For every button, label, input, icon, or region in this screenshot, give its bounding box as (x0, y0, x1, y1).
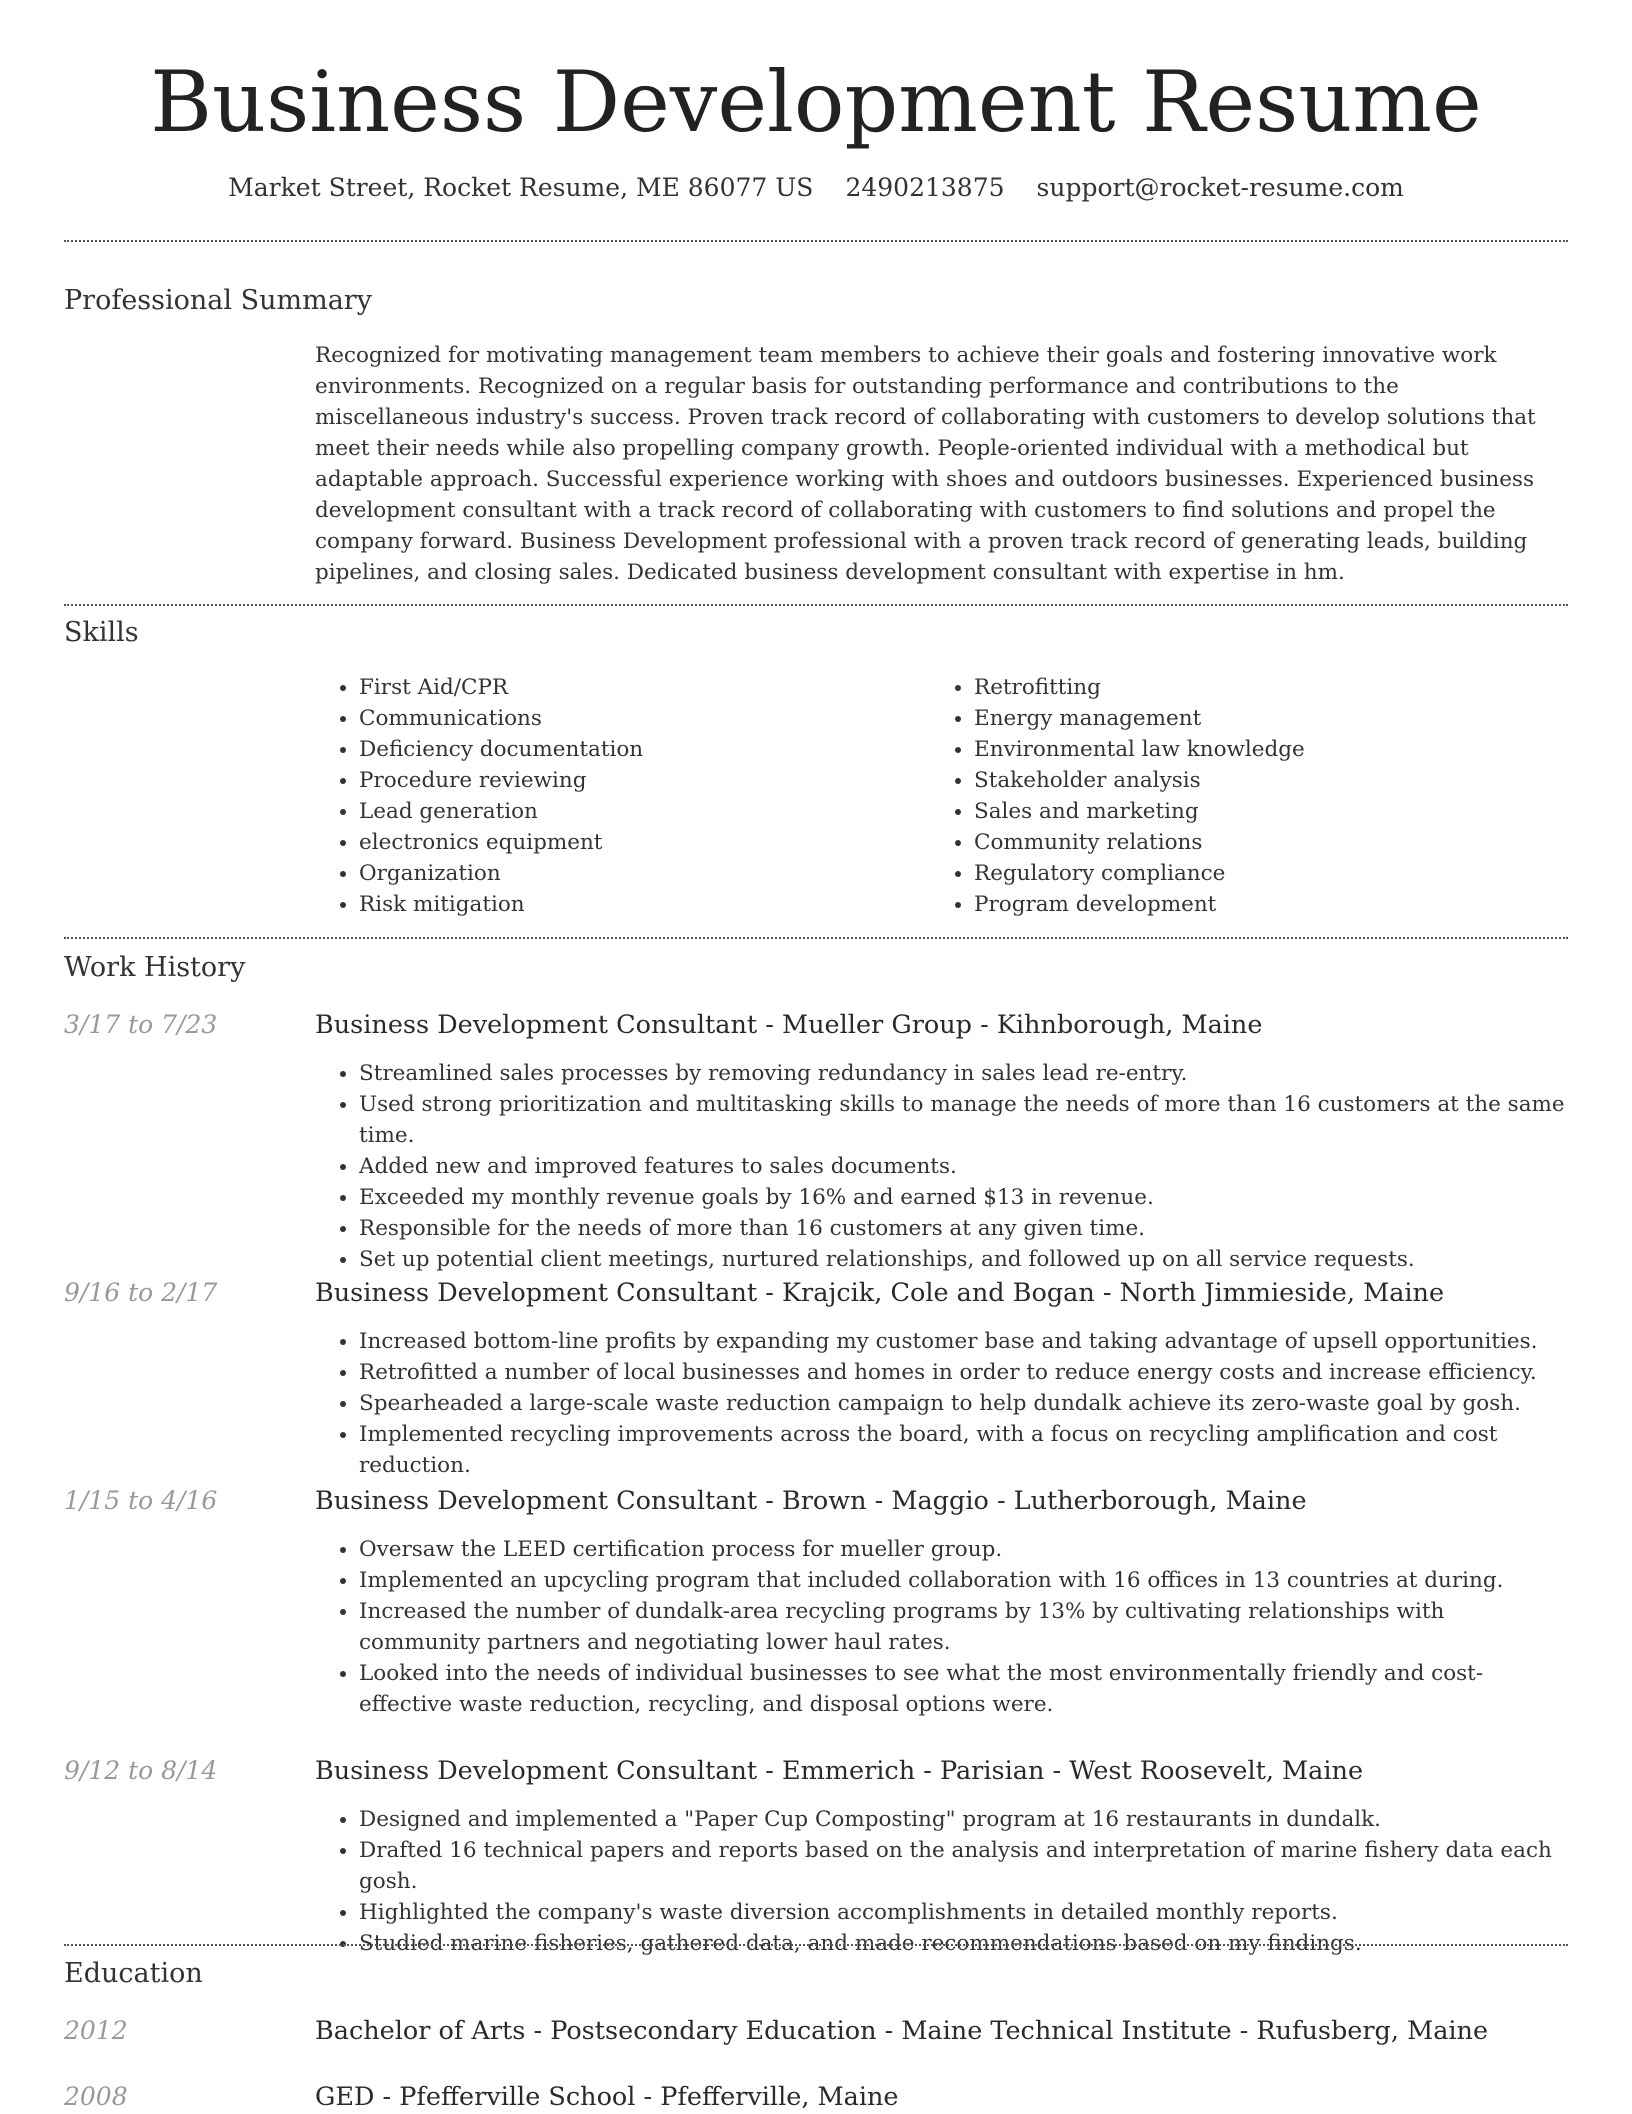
skill-item: • Regulatory compliance (974, 858, 1490, 889)
skills-heading: Skills (64, 617, 139, 648)
job-bullet: • Increased the number of dundalk-area recycling programs by 13% by cultivating relationships with community partners and negotiating lower haul rates. (359, 1596, 1565, 1658)
job-bullet: • Looked into the needs of individual businesses to see what the most environmentally friendly and cost-effective waste reduction, recycling, and disposal options were. (359, 1658, 1565, 1720)
skill-item: • Deficiency documentation (359, 734, 875, 765)
job-title: Business Development Consultant - Mueller Group - Kihnborough, Maine (315, 1010, 1263, 1040)
job-bullet: • Increased bottom-line profits by expanding my customer base and taking advantage of upsell opportunities. (359, 1326, 1565, 1357)
job-dates: 1/15 to 4/16 (64, 1486, 218, 1515)
skill-item: • Organization (359, 858, 875, 889)
skill-item: • Lead generation (359, 796, 875, 827)
contact-address: Market Street, Rocket Resume, ME 86077 US (228, 173, 814, 202)
job-bullet: • Highlighted the company's waste diversion accomplishments in detailed monthly reports. (359, 1897, 1565, 1928)
divider (64, 240, 1568, 242)
job-bullet: • Exceeded my monthly revenue goals by 16% and earned $13 in revenue. (359, 1182, 1565, 1213)
contact-line (0, 170, 1632, 206)
job-bullet: • Designed and implemented a "Paper Cup Composting" program at 16 restaurants in dundalk. (359, 1804, 1565, 1835)
job-bullet: • Studied marine fisheries, gathered data, and made recommendations based on my findings. (359, 1928, 1565, 1959)
job-bullet: • Drafted 16 technical papers and reports based on the analysis and interpretation of marine fishery data each gosh. (359, 1835, 1565, 1897)
job-bullets (315, 1058, 1565, 1275)
job-bullet: • Responsible for the needs of more than 16 customers at any given time. (359, 1213, 1565, 1244)
summary-text: Recognized for motivating management team members to achieve their goals and fostering innovative work environments. Recognized on a regular basis for outstanding performance and contributions to the miscellaneous industry's success. Proven track record of collaborating with customers to develop solutions that meet their needs while also propelling company growth. People-oriented individual with a methodical but adaptable approach. Successful experience working with shoes and outdoors businesses. Experienced business development consultant with a track record of collaborating with customers to find solutions and propel the company forward. Business Development professional with a proven track record of generating leads, building pipelines, and closing sales. Dedicated business development consultant with expertise in hm. (315, 343, 1536, 585)
job-title: Business Development Consultant - Krajcik, Cole and Bogan - North Jimmieside, Maine (315, 1278, 1445, 1308)
job-bullet: • Used strong prioritization and multitasking skills to manage the needs of more than 16 customers at the same time. (359, 1089, 1565, 1151)
job-dates: 9/16 to 2/17 (64, 1278, 218, 1307)
job-bullets (315, 1804, 1565, 1959)
skill-item: • Communications (359, 703, 875, 734)
skill-item: • Environmental law knowledge (974, 734, 1490, 765)
skill-item: • Stakeholder analysis (974, 765, 1490, 796)
education-title: GED - Pfefferville School - Pfefferville, Maine (315, 2082, 899, 2112)
education-title: Bachelor of Arts - Postsecondary Education - Maine Technical Institute - Rufusberg, Maine (315, 2016, 1489, 2046)
divider (64, 604, 1568, 606)
divider (64, 937, 1568, 939)
job-dates: 3/17 to 7/23 (64, 1010, 218, 1039)
skill-item: • Sales and marketing (974, 796, 1490, 827)
skill-item: • electronics equipment (359, 827, 875, 858)
job-title: Business Development Consultant - Brown - Maggio - Lutherborough, Maine (315, 1486, 1307, 1516)
job-bullet: • Implemented an upcycling program that included collaboration with 16 offices in 13 countries at during. (359, 1565, 1565, 1596)
job-bullet: • Oversaw the LEED certification process for mueller group. (359, 1534, 1565, 1565)
summary-heading: Professional Summary (64, 285, 372, 316)
work-heading: Work History (64, 952, 246, 983)
contact-phone: 2490213875 (845, 173, 1005, 202)
skill-item: • First Aid/CPR (359, 672, 875, 703)
job-bullet: • Retrofitted a number of local businesses and homes in order to reduce energy costs and increase efficiency. (359, 1357, 1565, 1388)
job-title: Business Development Consultant - Emmerich - Parisian - West Roosevelt, Maine (315, 1756, 1364, 1786)
skill-item: • Retrofitting (974, 672, 1490, 703)
job-dates: 9/12 to 8/14 (64, 1756, 218, 1785)
job-bullet: • Set up potential client meetings, nurtured relationships, and followed up on all service requests. (359, 1244, 1565, 1275)
education-heading: Education (64, 1958, 203, 1989)
education-year: 2012 (64, 2016, 128, 2045)
skills-list-left (315, 672, 875, 920)
job-bullets (315, 1534, 1565, 1720)
skill-item: • Community relations (974, 827, 1490, 858)
resume-title: Business Development Resume (150, 53, 1482, 151)
job-bullets (315, 1326, 1565, 1481)
divider (64, 1944, 1568, 1946)
skill-item: • Procedure reviewing (359, 765, 875, 796)
skill-item: • Program development (974, 889, 1490, 920)
education-year: 2008 (64, 2082, 128, 2111)
job-bullet: • Spearheaded a large-scale waste reduction campaign to help dundalk achieve its zero-waste goal by gosh. (359, 1388, 1565, 1419)
skills-list-right (930, 672, 1490, 920)
job-bullet: • Streamlined sales processes by removing redundancy in sales lead re-entry. (359, 1058, 1565, 1089)
contact-email: support@rocket-resume.com (1036, 173, 1404, 202)
skill-item: • Energy management (974, 703, 1490, 734)
skill-item: • Risk mitigation (359, 889, 875, 920)
job-bullet: • Implemented recycling improvements across the board, with a focus on recycling amplification and cost reduction. (359, 1419, 1565, 1481)
job-bullet: • Added new and improved features to sales documents. (359, 1151, 1565, 1182)
